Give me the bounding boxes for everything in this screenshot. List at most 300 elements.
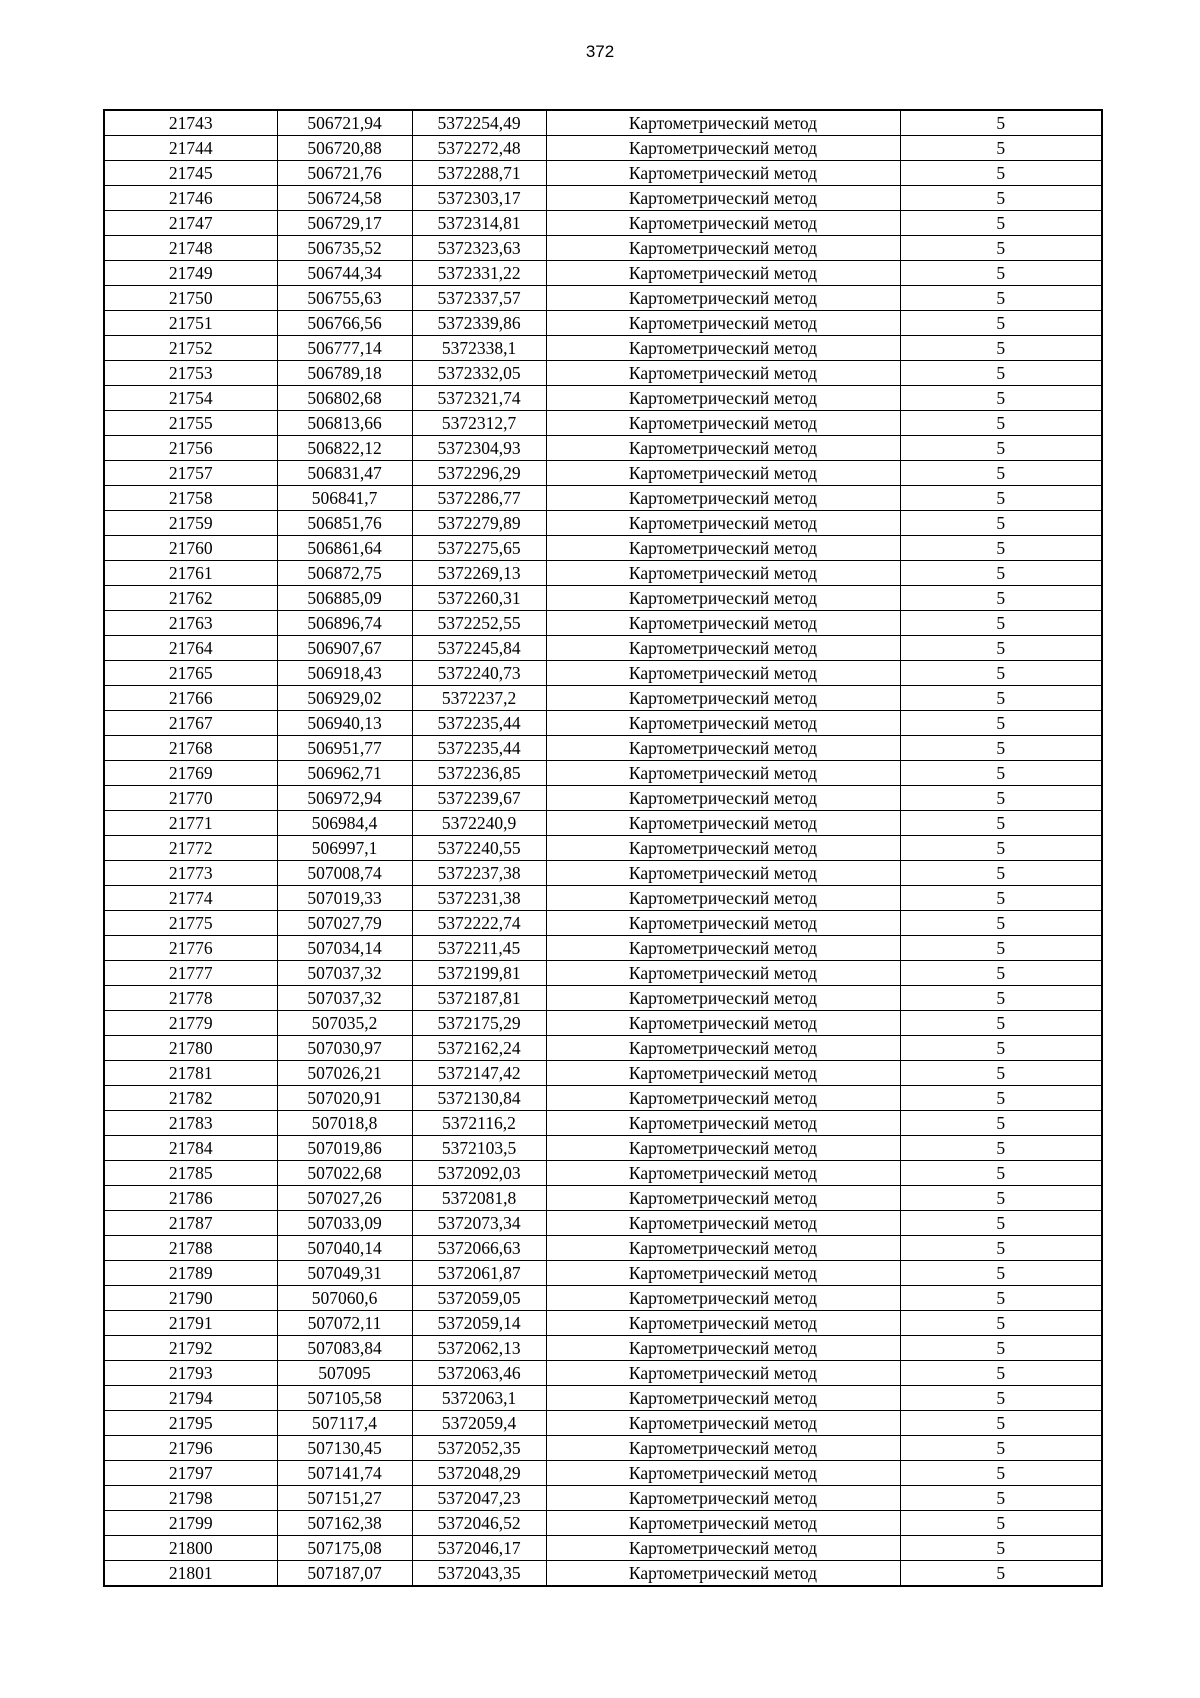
accuracy-cell: 5	[900, 1011, 1102, 1036]
method-cell: Картометрический метод	[546, 1386, 900, 1411]
table-row	[104, 761, 1102, 786]
y-coordinate-cell: 5372296,29	[412, 461, 546, 486]
method-cell: Картометрический метод	[546, 1311, 900, 1336]
x-coordinate-cell: 507026,21	[277, 1061, 412, 1086]
point-number-cell: 21798	[104, 1486, 277, 1511]
table-row	[104, 1386, 1102, 1411]
y-coordinate-cell: 5372062,13	[412, 1336, 546, 1361]
accuracy-cell: 5	[900, 736, 1102, 761]
x-coordinate-cell: 507030,97	[277, 1036, 412, 1061]
table-row	[104, 861, 1102, 886]
method-cell: Картометрический метод	[546, 461, 900, 486]
x-coordinate-cell: 506822,12	[277, 436, 412, 461]
method-cell: Картометрический метод	[546, 1086, 900, 1111]
accuracy-cell: 5	[900, 1186, 1102, 1211]
table-row	[104, 1161, 1102, 1186]
table-row	[104, 886, 1102, 911]
y-coordinate-cell: 5372260,31	[412, 586, 546, 611]
accuracy-cell: 5	[900, 986, 1102, 1011]
method-cell: Картометрический метод	[546, 836, 900, 861]
point-number-cell: 21782	[104, 1086, 277, 1111]
accuracy-cell: 5	[900, 110, 1102, 136]
x-coordinate-cell: 507175,08	[277, 1536, 412, 1561]
point-number-cell: 21793	[104, 1361, 277, 1386]
y-coordinate-cell: 5372063,1	[412, 1386, 546, 1411]
point-number-cell: 21765	[104, 661, 277, 686]
table-row	[104, 561, 1102, 586]
x-coordinate-cell: 506851,76	[277, 511, 412, 536]
y-coordinate-cell: 5372252,55	[412, 611, 546, 636]
accuracy-cell: 5	[900, 1536, 1102, 1561]
method-cell: Картометрический метод	[546, 261, 900, 286]
accuracy-cell: 5	[900, 561, 1102, 586]
y-coordinate-cell: 5372199,81	[412, 961, 546, 986]
point-number-cell: 21743	[104, 110, 277, 136]
method-cell: Картометрический метод	[546, 1011, 900, 1036]
accuracy-cell: 5	[900, 1361, 1102, 1386]
table-row	[104, 236, 1102, 261]
point-number-cell: 21790	[104, 1286, 277, 1311]
accuracy-cell: 5	[900, 761, 1102, 786]
x-coordinate-cell: 507008,74	[277, 861, 412, 886]
x-coordinate-cell: 506766,56	[277, 311, 412, 336]
x-coordinate-cell: 507022,68	[277, 1161, 412, 1186]
table-row	[104, 986, 1102, 1011]
table-row	[104, 261, 1102, 286]
y-coordinate-cell: 5372222,74	[412, 911, 546, 936]
table-row	[104, 211, 1102, 236]
x-coordinate-cell: 507018,8	[277, 1111, 412, 1136]
table-row	[104, 1361, 1102, 1386]
method-cell: Картометрический метод	[546, 1061, 900, 1086]
accuracy-cell: 5	[900, 1511, 1102, 1536]
x-coordinate-cell: 507117,4	[277, 1411, 412, 1436]
point-number-cell: 21757	[104, 461, 277, 486]
y-coordinate-cell: 5372061,87	[412, 1261, 546, 1286]
x-coordinate-cell: 506907,67	[277, 636, 412, 661]
method-cell: Картометрический метод	[546, 286, 900, 311]
point-number-cell: 21769	[104, 761, 277, 786]
method-cell: Картометрический метод	[546, 1161, 900, 1186]
x-coordinate-cell: 507027,79	[277, 911, 412, 936]
table-row	[104, 110, 1102, 136]
y-coordinate-cell: 5372059,4	[412, 1411, 546, 1436]
table-row	[104, 1411, 1102, 1436]
y-coordinate-cell: 5372272,48	[412, 136, 546, 161]
x-coordinate-cell: 506720,88	[277, 136, 412, 161]
point-number-cell: 21777	[104, 961, 277, 986]
y-coordinate-cell: 5372073,34	[412, 1211, 546, 1236]
table-row	[104, 186, 1102, 211]
accuracy-cell: 5	[900, 1561, 1102, 1587]
method-cell: Картометрический метод	[546, 886, 900, 911]
x-coordinate-cell: 506940,13	[277, 711, 412, 736]
x-coordinate-cell: 506861,64	[277, 536, 412, 561]
x-coordinate-cell: 506896,74	[277, 611, 412, 636]
coordinates-table	[103, 109, 1103, 1587]
table-row	[104, 411, 1102, 436]
x-coordinate-cell: 506831,47	[277, 461, 412, 486]
x-coordinate-cell: 506929,02	[277, 686, 412, 711]
accuracy-cell: 5	[900, 186, 1102, 211]
table-row	[104, 1261, 1102, 1286]
accuracy-cell: 5	[900, 1161, 1102, 1186]
method-cell: Картометрический метод	[546, 686, 900, 711]
point-number-cell: 21746	[104, 186, 277, 211]
table-row	[104, 1211, 1102, 1236]
x-coordinate-cell: 506962,71	[277, 761, 412, 786]
method-cell: Картометрический метод	[546, 311, 900, 336]
table-row	[104, 461, 1102, 486]
x-coordinate-cell: 507020,91	[277, 1086, 412, 1111]
y-coordinate-cell: 5372240,55	[412, 836, 546, 861]
x-coordinate-cell: 506972,94	[277, 786, 412, 811]
table-row	[104, 836, 1102, 861]
accuracy-cell: 5	[900, 1486, 1102, 1511]
x-coordinate-cell: 506918,43	[277, 661, 412, 686]
accuracy-cell: 5	[900, 436, 1102, 461]
table-row	[104, 961, 1102, 986]
table-row	[104, 1336, 1102, 1361]
y-coordinate-cell: 5372175,29	[412, 1011, 546, 1036]
table-row	[104, 1461, 1102, 1486]
x-coordinate-cell: 507083,84	[277, 1336, 412, 1361]
page-number: 372	[585, 42, 615, 61]
table-row	[104, 1136, 1102, 1161]
accuracy-cell: 5	[900, 936, 1102, 961]
accuracy-cell: 5	[900, 486, 1102, 511]
table-row	[104, 586, 1102, 611]
point-number-cell: 21771	[104, 811, 277, 836]
x-coordinate-cell: 506789,18	[277, 361, 412, 386]
x-coordinate-cell: 507037,32	[277, 961, 412, 986]
point-number-cell: 21749	[104, 261, 277, 286]
accuracy-cell: 5	[900, 1411, 1102, 1436]
point-number-cell: 21762	[104, 586, 277, 611]
accuracy-cell: 5	[900, 511, 1102, 536]
method-cell: Картометрический метод	[546, 936, 900, 961]
x-coordinate-cell: 507105,58	[277, 1386, 412, 1411]
accuracy-cell: 5	[900, 286, 1102, 311]
x-coordinate-cell: 506721,76	[277, 161, 412, 186]
accuracy-cell: 5	[900, 311, 1102, 336]
point-number-cell: 21773	[104, 861, 277, 886]
table-row	[104, 311, 1102, 336]
method-cell: Картометрический метод	[546, 1336, 900, 1361]
x-coordinate-cell: 507072,11	[277, 1311, 412, 1336]
point-number-cell: 21760	[104, 536, 277, 561]
y-coordinate-cell: 5372286,77	[412, 486, 546, 511]
y-coordinate-cell: 5372303,17	[412, 186, 546, 211]
method-cell: Картометрический метод	[546, 1486, 900, 1511]
y-coordinate-cell: 5372059,05	[412, 1286, 546, 1311]
accuracy-cell: 5	[900, 611, 1102, 636]
accuracy-cell: 5	[900, 536, 1102, 561]
table-row	[104, 711, 1102, 736]
point-number-cell: 21799	[104, 1511, 277, 1536]
point-number-cell: 21797	[104, 1461, 277, 1486]
table-row	[104, 286, 1102, 311]
point-number-cell: 21787	[104, 1211, 277, 1236]
point-number-cell: 21752	[104, 336, 277, 361]
x-coordinate-cell: 506984,4	[277, 811, 412, 836]
y-coordinate-cell: 5372312,7	[412, 411, 546, 436]
method-cell: Картометрический метод	[546, 536, 900, 561]
method-cell: Картометрический метод	[546, 1361, 900, 1386]
table-row	[104, 1436, 1102, 1461]
point-number-cell: 21792	[104, 1336, 277, 1361]
accuracy-cell: 5	[900, 1086, 1102, 1111]
point-number-cell: 21763	[104, 611, 277, 636]
point-number-cell: 21789	[104, 1261, 277, 1286]
point-number-cell: 21785	[104, 1161, 277, 1186]
y-coordinate-cell: 5372116,2	[412, 1111, 546, 1136]
accuracy-cell: 5	[900, 1336, 1102, 1361]
point-number-cell: 21774	[104, 886, 277, 911]
point-number-cell: 21761	[104, 561, 277, 586]
table-row	[104, 1036, 1102, 1061]
accuracy-cell: 5	[900, 361, 1102, 386]
table-row	[104, 1186, 1102, 1211]
y-coordinate-cell: 5372048,29	[412, 1461, 546, 1486]
y-coordinate-cell: 5372237,38	[412, 861, 546, 886]
table-row	[104, 536, 1102, 561]
y-coordinate-cell: 5372321,74	[412, 386, 546, 411]
x-coordinate-cell: 507060,6	[277, 1286, 412, 1311]
y-coordinate-cell: 5372240,73	[412, 661, 546, 686]
table-row	[104, 911, 1102, 936]
x-coordinate-cell: 507035,2	[277, 1011, 412, 1036]
point-number-cell: 21776	[104, 936, 277, 961]
accuracy-cell: 5	[900, 1261, 1102, 1286]
table-row	[104, 661, 1102, 686]
point-number-cell: 21794	[104, 1386, 277, 1411]
x-coordinate-cell: 507151,27	[277, 1486, 412, 1511]
table-row	[104, 1086, 1102, 1111]
point-number-cell: 21786	[104, 1186, 277, 1211]
accuracy-cell: 5	[900, 1111, 1102, 1136]
method-cell: Картометрический метод	[546, 211, 900, 236]
method-cell: Картометрический метод	[546, 636, 900, 661]
method-cell: Картометрический метод	[546, 586, 900, 611]
y-coordinate-cell: 5372052,35	[412, 1436, 546, 1461]
method-cell: Картометрический метод	[546, 411, 900, 436]
accuracy-cell: 5	[900, 336, 1102, 361]
accuracy-cell: 5	[900, 836, 1102, 861]
point-number-cell: 21756	[104, 436, 277, 461]
y-coordinate-cell: 5372043,35	[412, 1561, 546, 1587]
x-coordinate-cell: 507019,86	[277, 1136, 412, 1161]
accuracy-cell: 5	[900, 411, 1102, 436]
y-coordinate-cell: 5372288,71	[412, 161, 546, 186]
method-cell: Картометрический метод	[546, 386, 900, 411]
y-coordinate-cell: 5372331,22	[412, 261, 546, 286]
method-cell: Картометрический метод	[546, 1286, 900, 1311]
table-row	[104, 1011, 1102, 1036]
x-coordinate-cell: 506729,17	[277, 211, 412, 236]
table-body	[104, 110, 1102, 1586]
method-cell: Картометрический метод	[546, 961, 900, 986]
y-coordinate-cell: 5372240,9	[412, 811, 546, 836]
accuracy-cell: 5	[900, 461, 1102, 486]
accuracy-cell: 5	[900, 136, 1102, 161]
x-coordinate-cell: 507130,45	[277, 1436, 412, 1461]
method-cell: Картометрический метод	[546, 1436, 900, 1461]
method-cell: Картометрический метод	[546, 486, 900, 511]
point-number-cell: 21766	[104, 686, 277, 711]
point-number-cell: 21775	[104, 911, 277, 936]
table-row	[104, 1236, 1102, 1261]
point-number-cell: 21770	[104, 786, 277, 811]
table-row	[104, 811, 1102, 836]
y-coordinate-cell: 5372275,65	[412, 536, 546, 561]
point-number-cell: 21783	[104, 1111, 277, 1136]
point-number-cell: 21751	[104, 311, 277, 336]
x-coordinate-cell: 506841,7	[277, 486, 412, 511]
table-row	[104, 636, 1102, 661]
accuracy-cell: 5	[900, 1386, 1102, 1411]
y-coordinate-cell: 5372103,5	[412, 1136, 546, 1161]
point-number-cell: 21796	[104, 1436, 277, 1461]
table-row	[104, 1536, 1102, 1561]
y-coordinate-cell: 5372236,85	[412, 761, 546, 786]
y-coordinate-cell: 5372237,2	[412, 686, 546, 711]
method-cell: Картометрический метод	[546, 110, 900, 136]
x-coordinate-cell: 507162,38	[277, 1511, 412, 1536]
accuracy-cell: 5	[900, 1136, 1102, 1161]
method-cell: Картометрический метод	[546, 711, 900, 736]
point-number-cell: 21779	[104, 1011, 277, 1036]
accuracy-cell: 5	[900, 711, 1102, 736]
x-coordinate-cell: 506813,66	[277, 411, 412, 436]
point-number-cell: 21759	[104, 511, 277, 536]
table-row	[104, 336, 1102, 361]
x-coordinate-cell: 507095	[277, 1361, 412, 1386]
table-row	[104, 1061, 1102, 1086]
x-coordinate-cell: 506802,68	[277, 386, 412, 411]
method-cell: Картометрический метод	[546, 1111, 900, 1136]
point-number-cell: 21801	[104, 1561, 277, 1587]
accuracy-cell: 5	[900, 961, 1102, 986]
table-row	[104, 1311, 1102, 1336]
y-coordinate-cell: 5372092,03	[412, 1161, 546, 1186]
table-row	[104, 161, 1102, 186]
y-coordinate-cell: 5372239,67	[412, 786, 546, 811]
y-coordinate-cell: 5372338,1	[412, 336, 546, 361]
method-cell: Картометрический метод	[546, 236, 900, 261]
accuracy-cell: 5	[900, 786, 1102, 811]
accuracy-cell: 5	[900, 811, 1102, 836]
method-cell: Картометрический метод	[546, 361, 900, 386]
point-number-cell: 21750	[104, 286, 277, 311]
method-cell: Картометрический метод	[546, 861, 900, 886]
point-number-cell: 21778	[104, 986, 277, 1011]
method-cell: Картометрический метод	[546, 786, 900, 811]
method-cell: Картометрический метод	[546, 811, 900, 836]
point-number-cell: 21795	[104, 1411, 277, 1436]
accuracy-cell: 5	[900, 686, 1102, 711]
point-number-cell: 21800	[104, 1536, 277, 1561]
method-cell: Картометрический метод	[546, 1411, 900, 1436]
table-row	[104, 736, 1102, 761]
accuracy-cell: 5	[900, 1461, 1102, 1486]
y-coordinate-cell: 5372187,81	[412, 986, 546, 1011]
y-coordinate-cell: 5372063,46	[412, 1361, 546, 1386]
y-coordinate-cell: 5372304,93	[412, 436, 546, 461]
table-row	[104, 136, 1102, 161]
method-cell: Картометрический метод	[546, 911, 900, 936]
accuracy-cell: 5	[900, 636, 1102, 661]
point-number-cell: 21744	[104, 136, 277, 161]
x-coordinate-cell: 506997,1	[277, 836, 412, 861]
x-coordinate-cell: 506777,14	[277, 336, 412, 361]
accuracy-cell: 5	[900, 1236, 1102, 1261]
point-number-cell: 21755	[104, 411, 277, 436]
x-coordinate-cell: 507034,14	[277, 936, 412, 961]
x-coordinate-cell: 507037,32	[277, 986, 412, 1011]
point-number-cell: 21781	[104, 1061, 277, 1086]
y-coordinate-cell: 5372332,05	[412, 361, 546, 386]
accuracy-cell: 5	[900, 1286, 1102, 1311]
method-cell: Картометрический метод	[546, 1461, 900, 1486]
y-coordinate-cell: 5372339,86	[412, 311, 546, 336]
method-cell: Картометрический метод	[546, 1136, 900, 1161]
y-coordinate-cell: 5372211,45	[412, 936, 546, 961]
table-row	[104, 786, 1102, 811]
x-coordinate-cell: 507141,74	[277, 1461, 412, 1486]
x-coordinate-cell: 507027,26	[277, 1186, 412, 1211]
table-row	[104, 386, 1102, 411]
accuracy-cell: 5	[900, 1311, 1102, 1336]
point-number-cell: 21748	[104, 236, 277, 261]
point-number-cell: 21754	[104, 386, 277, 411]
method-cell: Картометрический метод	[546, 336, 900, 361]
method-cell: Картометрический метод	[546, 1511, 900, 1536]
accuracy-cell: 5	[900, 261, 1102, 286]
method-cell: Картометрический метод	[546, 436, 900, 461]
x-coordinate-cell: 506721,94	[277, 110, 412, 136]
table-row	[104, 436, 1102, 461]
point-number-cell: 21747	[104, 211, 277, 236]
method-cell: Картометрический метод	[546, 1536, 900, 1561]
point-number-cell: 21767	[104, 711, 277, 736]
x-coordinate-cell: 506735,52	[277, 236, 412, 261]
y-coordinate-cell: 5372231,38	[412, 886, 546, 911]
method-cell: Картометрический метод	[546, 661, 900, 686]
y-coordinate-cell: 5372314,81	[412, 211, 546, 236]
point-number-cell: 21745	[104, 161, 277, 186]
x-coordinate-cell: 506885,09	[277, 586, 412, 611]
y-coordinate-cell: 5372081,8	[412, 1186, 546, 1211]
table-row	[104, 1111, 1102, 1136]
x-coordinate-cell: 507049,31	[277, 1261, 412, 1286]
table-row	[104, 511, 1102, 536]
x-coordinate-cell: 506755,63	[277, 286, 412, 311]
point-number-cell: 21791	[104, 1311, 277, 1336]
accuracy-cell: 5	[900, 911, 1102, 936]
y-coordinate-cell: 5372323,63	[412, 236, 546, 261]
accuracy-cell: 5	[900, 161, 1102, 186]
x-coordinate-cell: 507040,14	[277, 1236, 412, 1261]
accuracy-cell: 5	[900, 1061, 1102, 1086]
x-coordinate-cell: 506872,75	[277, 561, 412, 586]
table-row	[104, 611, 1102, 636]
table-row	[104, 1286, 1102, 1311]
method-cell: Картометрический метод	[546, 1036, 900, 1061]
table-row	[104, 686, 1102, 711]
accuracy-cell: 5	[900, 586, 1102, 611]
x-coordinate-cell: 506744,34	[277, 261, 412, 286]
